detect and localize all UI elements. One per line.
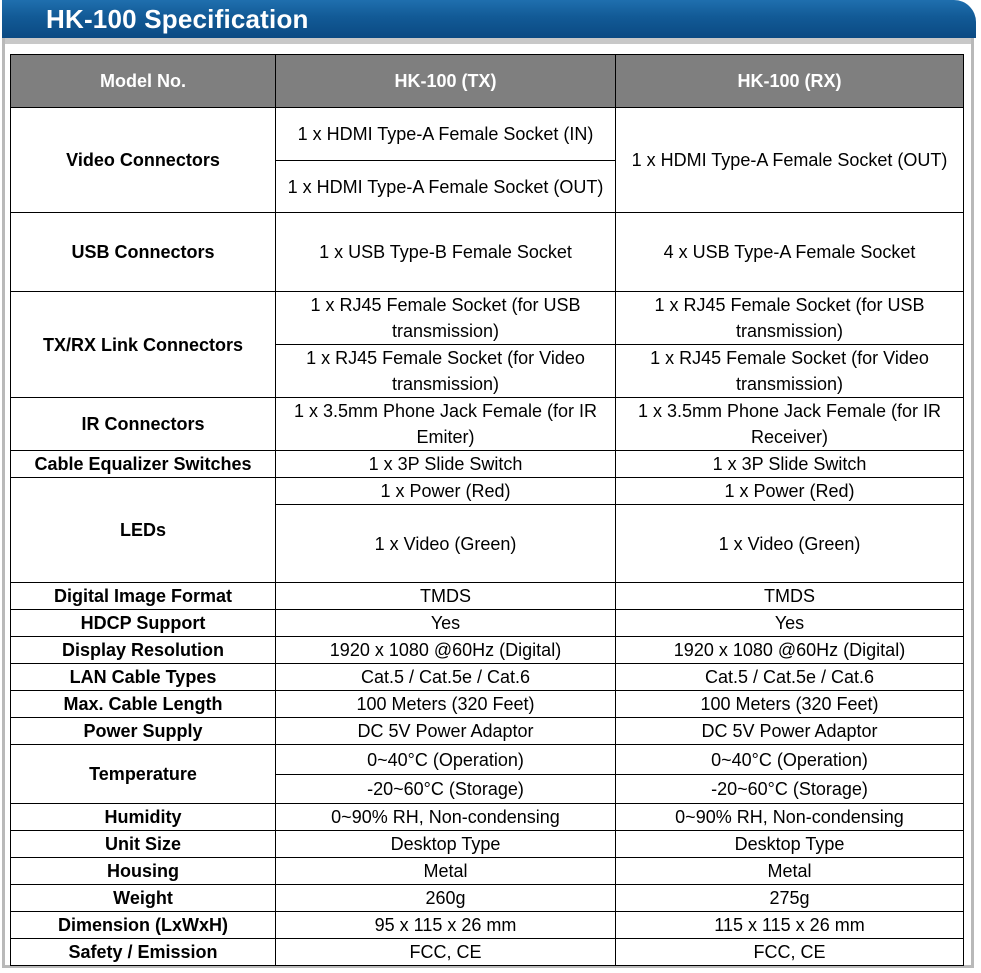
row-label: Power Supply [11, 718, 276, 745]
table-cell: 4 x USB Type-A Female Socket [616, 213, 964, 292]
table-cell: 260g [276, 885, 616, 912]
row-label: Cable Equalizer Switches [11, 451, 276, 478]
table-row [11, 885, 964, 912]
table-cell: 1 x 3.5mm Phone Jack Female (for IR Receiver) [616, 398, 964, 451]
row-label: HDCP Support [11, 610, 276, 637]
row-label: USB Connectors [11, 213, 276, 292]
table-row [11, 831, 964, 858]
row-label: LEDs [11, 478, 276, 583]
table-row [11, 691, 964, 718]
table-cell: 1 x USB Type-B Female Socket [276, 213, 616, 292]
page-title: HK-100 Specification [46, 4, 309, 34]
table-cell: 1 x 3P Slide Switch [276, 451, 616, 478]
header-row [11, 55, 964, 108]
table-cell: 0~90% RH, Non-condensing [276, 804, 616, 831]
title-bar [2, 0, 976, 38]
table-row [11, 939, 964, 966]
table-cell: 1920 x 1080 @60Hz (Digital) [276, 637, 616, 664]
table-cell: Cat.5 / Cat.5e / Cat.6 [616, 664, 964, 691]
table-cell: 0~40°C (Operation) [616, 745, 964, 775]
table-cell: 1 x RJ45 Female Socket (for USB transmission) [276, 292, 616, 345]
table-cell: 115 x 115 x 26 mm [616, 912, 964, 939]
header-model: Model No. [11, 55, 276, 108]
table-cell: 275g [616, 885, 964, 912]
table-row [11, 912, 964, 939]
table-cell: TMDS [276, 583, 616, 610]
table-cell: Metal [276, 858, 616, 885]
row-label: Max. Cable Length [11, 691, 276, 718]
row-label: Safety / Emission [11, 939, 276, 966]
table-row [11, 292, 964, 345]
table-row [11, 478, 964, 505]
table-cell: 1920 x 1080 @60Hz (Digital) [616, 637, 964, 664]
table-row [11, 858, 964, 885]
table-cell: 1 x RJ45 Female Socket (for USB transmission) [616, 292, 964, 345]
table-cell: 1 x HDMI Type-A Female Socket (OUT) [276, 161, 616, 213]
table-cell: Yes [616, 610, 964, 637]
table-cell: 1 x 3.5mm Phone Jack Female (for IR Emiter) [276, 398, 616, 451]
row-label: Display Resolution [11, 637, 276, 664]
table-cell: FCC, CE [616, 939, 964, 966]
table-cell: -20~60°C (Storage) [276, 775, 616, 804]
table-row [11, 213, 964, 292]
row-label: Housing [11, 858, 276, 885]
table-cell: DC 5V Power Adaptor [616, 718, 964, 745]
table-cell: 1 x 3P Slide Switch [616, 451, 964, 478]
spec-table [10, 54, 964, 966]
table-row [11, 610, 964, 637]
table-cell: 1 x HDMI Type-A Female Socket (IN) [276, 108, 616, 161]
table-cell: Desktop Type [616, 831, 964, 858]
row-label: Weight [11, 885, 276, 912]
header-rx: HK-100 (RX) [616, 55, 964, 108]
table-cell: 1 x RJ45 Female Socket (for Video transmission) [616, 345, 964, 398]
table-row [11, 718, 964, 745]
row-label: IR Connectors [11, 398, 276, 451]
row-label: LAN Cable Types [11, 664, 276, 691]
table-cell: 1 x Power (Red) [276, 478, 616, 505]
table-cell: 100 Meters (320 Feet) [276, 691, 616, 718]
table-cell: Cat.5 / Cat.5e / Cat.6 [276, 664, 616, 691]
table-row [11, 664, 964, 691]
header-tx: HK-100 (TX) [276, 55, 616, 108]
table-cell: FCC, CE [276, 939, 616, 966]
table-cell: 95 x 115 x 26 mm [276, 912, 616, 939]
table-cell: DC 5V Power Adaptor [276, 718, 616, 745]
table-cell: TMDS [616, 583, 964, 610]
row-label: Temperature [11, 745, 276, 804]
row-label: Dimension (LxWxH) [11, 912, 276, 939]
table-row [11, 745, 964, 775]
table-row [11, 583, 964, 610]
table-cell: Desktop Type [276, 831, 616, 858]
table-cell: 0~40°C (Operation) [276, 745, 616, 775]
row-label: Unit Size [11, 831, 276, 858]
table-cell: 100 Meters (320 Feet) [616, 691, 964, 718]
table-cell: 1 x Video (Green) [616, 505, 964, 583]
table-cell: 0~90% RH, Non-condensing [616, 804, 964, 831]
row-label: TX/RX Link Connectors [11, 292, 276, 398]
table-cell: Yes [276, 610, 616, 637]
table-cell: Metal [616, 858, 964, 885]
row-label: Digital Image Format [11, 583, 276, 610]
row-label: Video Connectors [11, 108, 276, 213]
table-cell: -20~60°C (Storage) [616, 775, 964, 804]
table-cell: 1 x Video (Green) [276, 505, 616, 583]
table-cell: 1 x Power (Red) [616, 478, 964, 505]
table-cell: 1 x RJ45 Female Socket (for Video transmission) [276, 345, 616, 398]
row-label: Humidity [11, 804, 276, 831]
table-row [11, 637, 964, 664]
table-row [11, 398, 964, 451]
table-row [11, 804, 964, 831]
table-row [11, 108, 964, 161]
table-row [11, 451, 964, 478]
table-cell: 1 x HDMI Type-A Female Socket (OUT) [616, 108, 964, 213]
